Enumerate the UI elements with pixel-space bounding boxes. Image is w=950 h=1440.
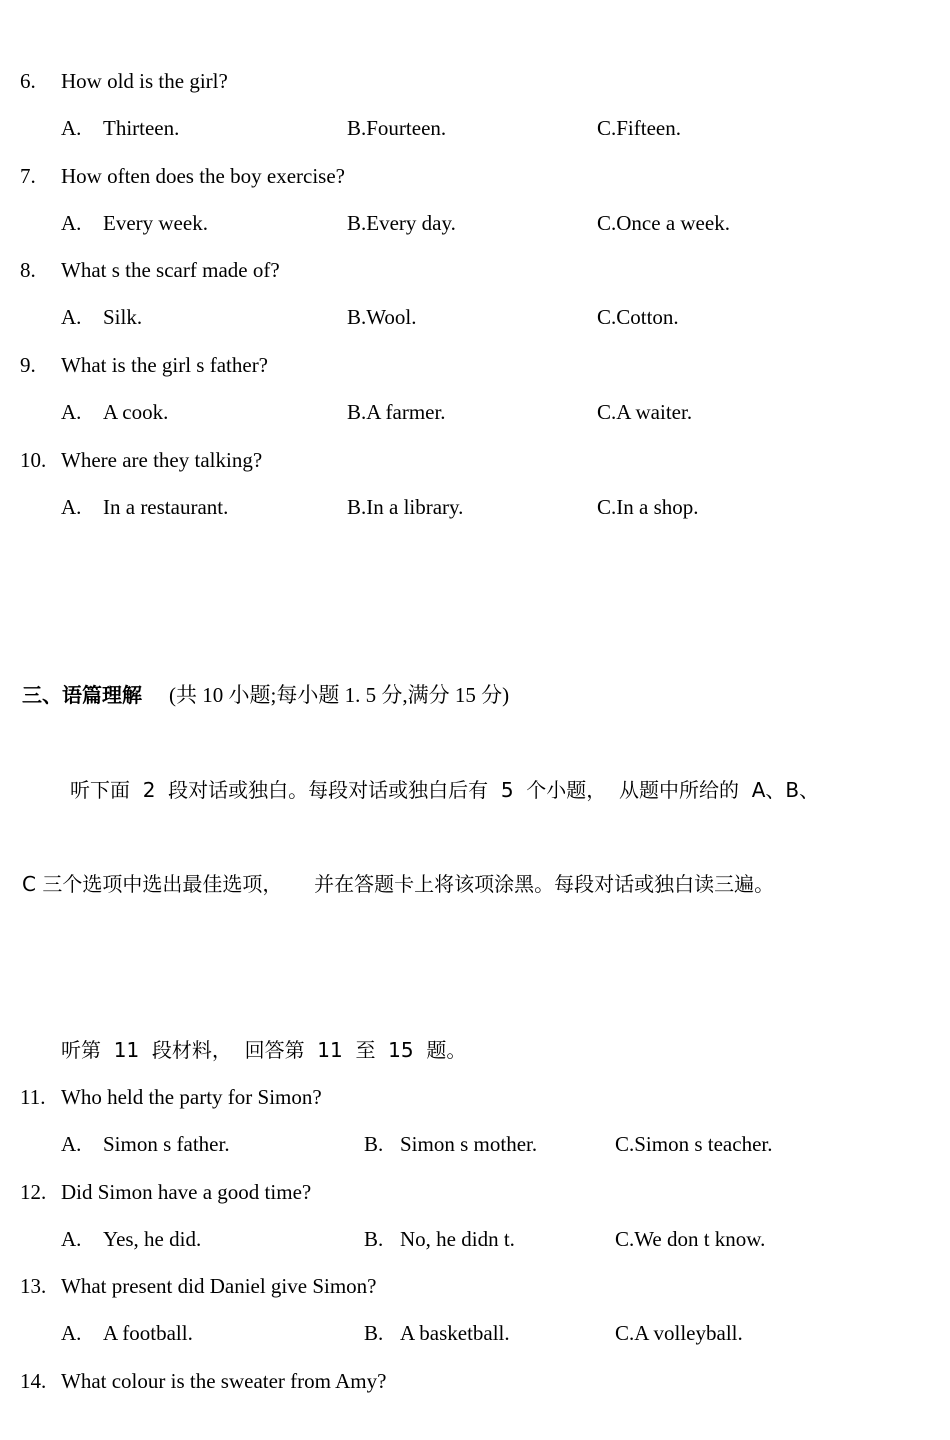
question-number: 13.	[20, 1274, 47, 1298]
option-a: A football.	[103, 1321, 193, 1345]
instruction-line-1: 听下面 2 段对话或独白。每段对话或独白后有 5 个小题， 从题中所给的 A、B、	[70, 778, 820, 802]
question-text: Who held the party for Simon?	[61, 1085, 322, 1109]
option-a: Silk.	[103, 305, 143, 329]
option-c: C.Fifteen.	[597, 116, 681, 140]
question-text: What present did Daniel give Simon?	[61, 1274, 377, 1298]
question-number: 11.	[20, 1085, 46, 1109]
option-b: Simon s mother.	[400, 1132, 538, 1156]
option-b: B.A farmer.	[347, 400, 446, 424]
option-b-letter: B.	[364, 1227, 384, 1251]
option-a-letter: A.	[61, 116, 82, 140]
option-b: A basketball.	[400, 1321, 510, 1345]
option-a: Simon s father.	[103, 1132, 230, 1156]
option-a-letter: A.	[61, 1132, 82, 1156]
option-a-letter: A.	[61, 495, 82, 519]
option-b: B.Wool.	[347, 305, 417, 329]
question-number: 7.	[20, 164, 36, 188]
option-c: C.Cotton.	[597, 305, 679, 329]
instruction-line-2: C 三个选项中选出最佳选项， 并在答题卡上将该项涂黑。每段对话或独白读三遍。	[22, 872, 775, 896]
question-number: 12.	[20, 1180, 47, 1204]
option-a-letter: A.	[61, 400, 82, 424]
option-c: C.A waiter.	[597, 400, 693, 424]
option-b: B.In a library.	[347, 495, 464, 519]
option-c: C.We don t know.	[615, 1227, 766, 1251]
option-a-letter: A.	[61, 1321, 82, 1345]
question-text: Where are they talking?	[61, 448, 263, 472]
question-text: What s the scarf made of?	[61, 258, 280, 282]
section-points: (共 10 小题;每小题 1. 5 分,满分 15 分)	[169, 683, 510, 707]
option-c: C.Simon s teacher.	[615, 1132, 773, 1156]
section-heading: 三、语篇理解	[22, 683, 142, 707]
option-b: B.Every day.	[347, 211, 456, 235]
option-b: No, he didn t.	[400, 1227, 515, 1251]
option-a-letter: A.	[61, 211, 82, 235]
option-a: Every week.	[103, 211, 208, 235]
question-number: 8.	[20, 258, 36, 282]
question-text: How old is the girl?	[61, 69, 228, 93]
option-a: A cook.	[103, 400, 169, 424]
option-a: Thirteen.	[103, 116, 180, 140]
question-text: How often does the boy exercise?	[61, 164, 345, 188]
option-c: C.A volleyball.	[615, 1321, 743, 1345]
question-number: 14.	[20, 1369, 47, 1393]
option-c: C.Once a week.	[597, 211, 730, 235]
question-number: 10.	[20, 448, 47, 472]
option-a: In a restaurant.	[103, 495, 229, 519]
option-c: C.In a shop.	[597, 495, 699, 519]
option-b-letter: B.	[364, 1321, 384, 1345]
option-a-letter: A.	[61, 1227, 82, 1251]
question-text: What is the girl s father?	[61, 353, 269, 377]
question-text: Did Simon have a good time?	[61, 1180, 312, 1204]
option-b-letter: B.	[364, 1132, 384, 1156]
question-text: What colour is the sweater from Amy?	[61, 1369, 387, 1393]
option-a: Yes, he did.	[103, 1227, 202, 1251]
question-number: 9.	[20, 353, 36, 377]
option-b: B.Fourteen.	[347, 116, 447, 140]
option-a-letter: A.	[61, 305, 82, 329]
question-number: 6.	[20, 69, 36, 93]
material-heading: 听第 11 段材料， 回答第 11 至 15 题。	[61, 1038, 467, 1062]
